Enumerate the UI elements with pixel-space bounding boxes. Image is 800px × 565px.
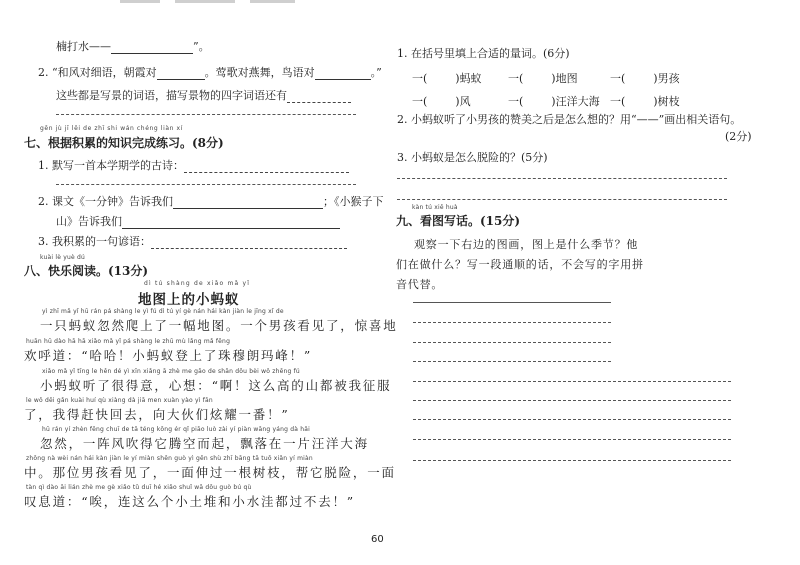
page-number: 60	[371, 534, 384, 545]
story-pinyin: xiǎo mǎ yǐ tīng le hěn dé yì xīn xiǎng ā zhè me gāo de shān dōu bèi wǒ zhēng fú	[42, 368, 300, 375]
left-q2	[38, 64, 382, 80]
writing-line[interactable]	[413, 342, 611, 343]
text: )蚂蚁	[455, 72, 482, 85]
blank[interactable]	[173, 198, 323, 209]
sec8-title: 八、快乐阅读。(13分)	[24, 264, 149, 278]
story-pinyin: huān hū dào hā hā xiǎo mǎ yǐ pá shàng le zhū mù lǎng mǎ fēng	[26, 338, 231, 345]
writing-line[interactable]	[413, 400, 731, 401]
prompt-line2: 们在做什么？写一段通顺的话，不会写的字用拼	[396, 258, 644, 271]
answer-line[interactable]	[397, 199, 727, 200]
text: )风	[455, 95, 471, 108]
story-line: 一只蚂蚁忽然爬上了一幅地图。一个男孩看见了，惊喜地	[40, 318, 398, 333]
top-mark	[175, 0, 235, 3]
text: 一(	[610, 95, 626, 108]
right-q2-score: (2分)	[725, 130, 752, 143]
text: ；《小猴子下	[323, 195, 384, 208]
story-line: 中。那位男孩看见了，一面伸过一根树枝，帮它脱险，一面	[24, 465, 396, 480]
story-pinyin: zhōng nà wèi nán hái kàn jiàn le yí miàn shēn guò yì gēn shù zhī bāng tā tuō xiǎn yí miàn	[26, 455, 313, 462]
text: )汪洋大海	[551, 95, 600, 108]
text: 一(	[412, 95, 428, 108]
text: 这些都是写景的词语，描写景物的四字词语还有	[56, 89, 287, 102]
right-q1: 1. 在括号里填上合适的量词。(6分)	[397, 47, 570, 60]
story-pinyin: tàn qì dào āi lián zhè me gè xiǎo tǔ duī hé xiǎo shuǐ wā dōu guò bú qù	[26, 484, 252, 491]
writing-line[interactable]	[413, 322, 611, 323]
story-line: 了，我得赶快回去，向大伙们炫耀一番！”	[24, 407, 290, 422]
story-line: 叹息道：“唉，连这么个小土堆和小水洼都过不去！”	[24, 494, 355, 509]
blank[interactable]	[287, 92, 351, 103]
story-pinyin: le wǒ děi gǎn kuài huí qù xiàng dà jiā men xuàn yào yì fān	[26, 397, 213, 404]
text: 山》告诉我们	[56, 215, 122, 228]
left-line1	[56, 38, 210, 54]
story-line: 小蚂蚁听了很得意，心想：“啊！这么高的山都被我征服	[40, 378, 392, 393]
prompt-line3: 音代替。	[396, 278, 444, 291]
text: 一(	[610, 72, 626, 85]
story-pinyin: hū rán yí zhèn fēng chuī de tā téng kōng ér qǐ piāo luò zài yí piàn wāng yáng dà hǎi	[42, 426, 311, 433]
quant-row-2	[412, 93, 471, 109]
answer-line[interactable]	[56, 114, 356, 115]
story-line: 欢呼道：“哈哈！小蚂蚁登上了珠穆朗玛峰！”	[24, 348, 313, 363]
right-q2: 2. 小蚂蚁听了小男孩的赞美之后是怎么想的？用“——”画出相关语句。	[397, 113, 742, 126]
writing-line[interactable]	[413, 460, 731, 461]
prompt-line1: 观察一下右边的图画，图上是什么季节？他	[414, 238, 639, 251]
sec9-pinyin: kàn tú xiě huà	[412, 204, 458, 211]
blank[interactable]	[315, 69, 371, 80]
story-line: 忽然，一阵风吹得它腾空而起，飘落在一片汪洋大海	[40, 436, 369, 451]
blank[interactable]	[122, 218, 340, 229]
right-q3: 3. 小蚂蚁是怎么脱险的？(5分)	[397, 151, 548, 164]
answer-line[interactable]	[397, 178, 727, 179]
sec7-q2	[38, 193, 384, 209]
left-q2-line2	[56, 87, 351, 103]
story-title: 地图上的小蚂蚁	[138, 292, 240, 308]
sec9-title: 九、看图写话。(15分)	[396, 214, 521, 228]
writing-line[interactable]	[413, 419, 731, 420]
text: 一(	[508, 95, 524, 108]
text: 1. 默写一首本学期学的古诗：	[38, 159, 184, 172]
text: )树枝	[653, 95, 680, 108]
sec7-pinyin: gēn jù jī lěi de zhī shi wán chéng liàn xí	[40, 125, 183, 132]
text: 一(	[508, 72, 524, 85]
sec7-q3	[38, 233, 347, 249]
writing-line[interactable]	[413, 381, 731, 382]
sec7-q1	[38, 157, 349, 173]
text: )地图	[551, 72, 578, 85]
writing-line[interactable]	[413, 302, 611, 303]
text: 楠打水——	[56, 40, 111, 53]
top-mark	[250, 0, 295, 3]
sec8-pinyin: kuài lè yuè dú	[40, 254, 85, 261]
text: 2. “和风对细语，朝霞对	[38, 66, 157, 79]
text: )男孩	[653, 72, 680, 85]
writing-line[interactable]	[413, 439, 731, 440]
answer-line[interactable]	[56, 184, 356, 185]
top-mark	[120, 0, 160, 3]
text: 2. 课文《一分钟》告诉我们	[38, 195, 173, 208]
quant-row-1b	[508, 70, 578, 86]
quant-row-1c	[610, 70, 680, 86]
quant-row-2b	[508, 93, 600, 109]
blank[interactable]	[157, 69, 205, 80]
text: 。”	[370, 66, 382, 79]
text: 。莺歌对燕舞，鸟语对	[204, 66, 315, 79]
quant-row-2c	[610, 93, 680, 109]
blank[interactable]	[184, 162, 349, 173]
text: 一(	[412, 72, 428, 85]
blank[interactable]	[111, 43, 193, 54]
story-title-pinyin: dì tú shàng de xiǎo mǎ yǐ	[144, 280, 251, 287]
writing-line[interactable]	[413, 361, 611, 362]
sec7-q2-line2	[56, 213, 340, 229]
sec7-title: 七、根据积累的知识完成练习。(8分)	[24, 136, 224, 150]
story-pinyin: yì zhī mǎ yǐ hū rán pá shàng le yì fú dì tú yí gè nán hái kàn jiàn le jīng xǐ de	[42, 308, 284, 315]
text: ”。	[193, 40, 210, 53]
text: 3. 我积累的一句谚语：	[38, 235, 151, 248]
quant-row-1	[412, 70, 482, 86]
blank[interactable]	[151, 238, 347, 249]
